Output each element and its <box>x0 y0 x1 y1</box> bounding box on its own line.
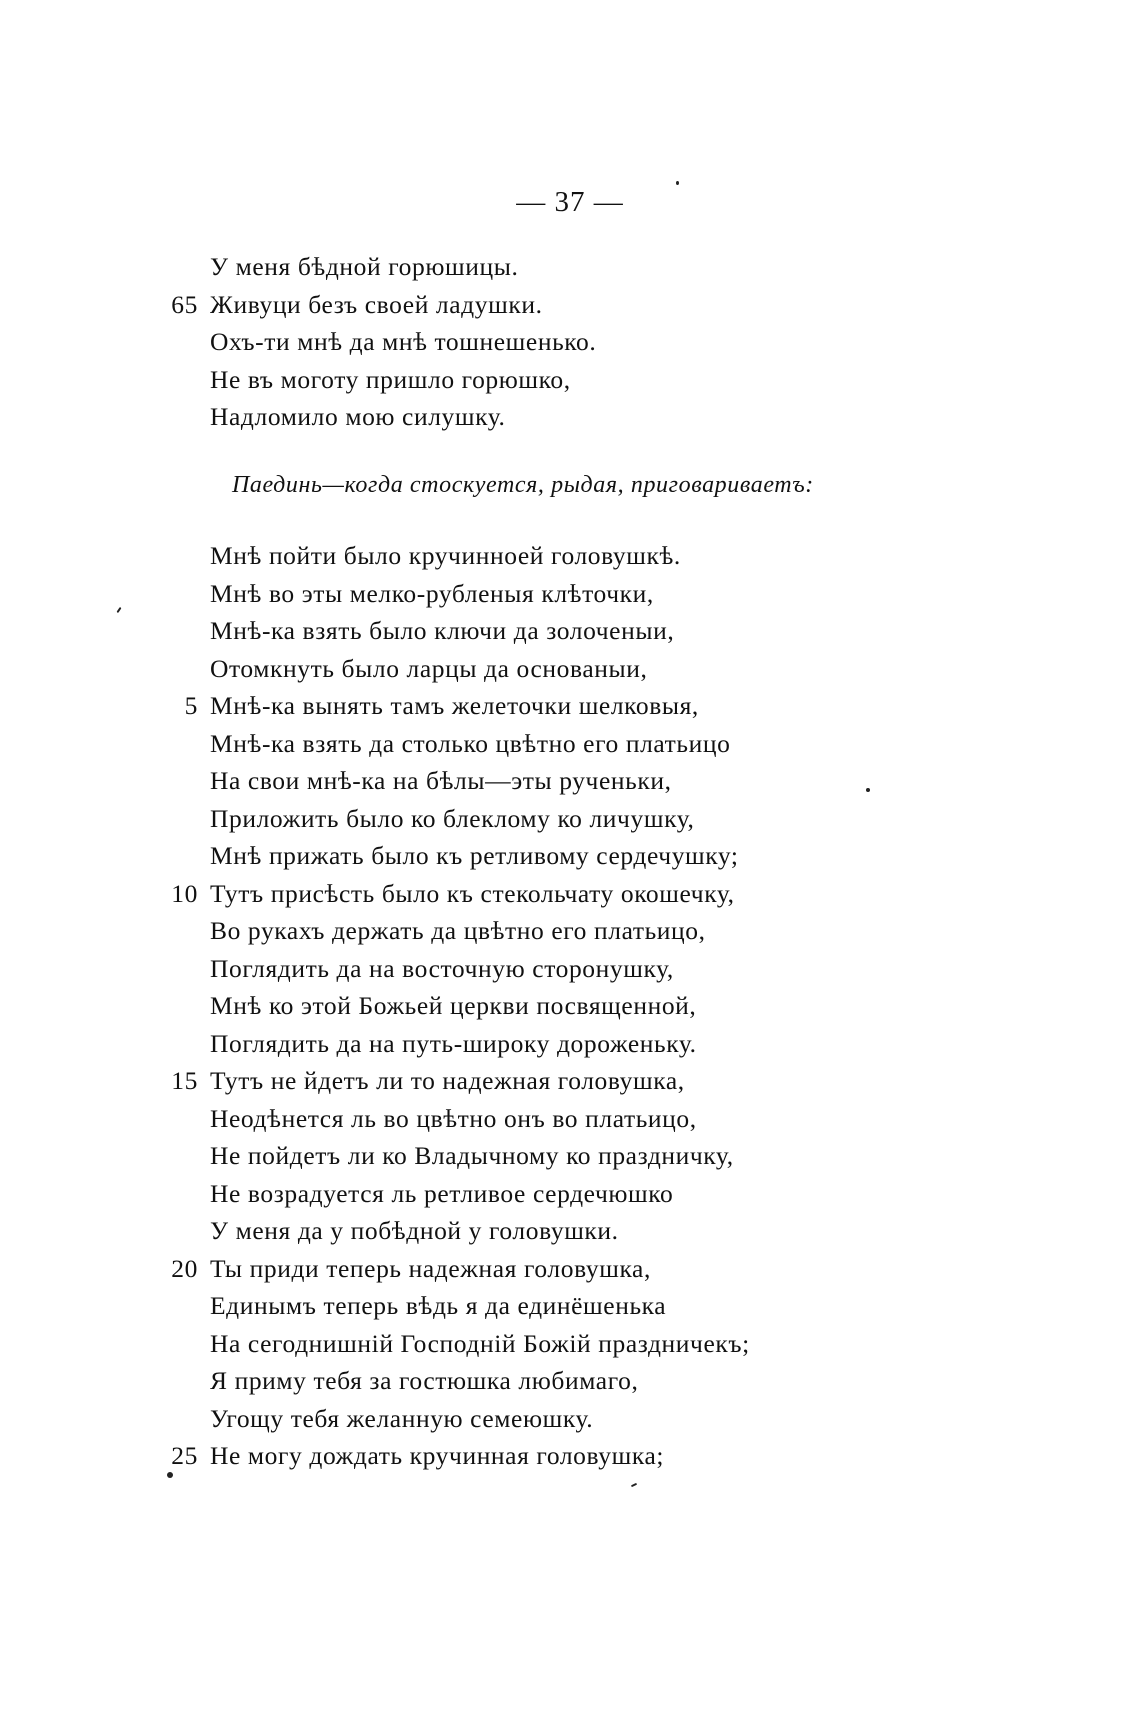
verse-line <box>150 762 930 800</box>
verse-text: Мнѣ во эты мелко-рубленыя клѣточки, <box>210 578 654 608</box>
verse-line <box>150 575 930 613</box>
verse-text: Мнѣ пойти было кручинноей головушкѣ. <box>210 541 681 570</box>
verse-text: Мнѣ-ка взять было ключи да золоченыи, <box>210 616 675 645</box>
verse-line <box>150 1025 930 1063</box>
verse-text: Мнѣ ко этой Божьей церкви посвященной, <box>210 991 697 1020</box>
verse-line <box>150 1175 930 1213</box>
verse-line <box>150 612 930 650</box>
verse-line <box>150 1137 930 1175</box>
verse-text: Не въ моготу пришло горюшко, <box>210 364 571 394</box>
scan-speck <box>631 1483 637 1487</box>
verse-text: Мнѣ-ка взять да столько цвѣтно его платьицо <box>210 728 731 758</box>
verse-line <box>150 1400 930 1438</box>
verse-line <box>150 398 930 436</box>
verse-line <box>150 950 930 988</box>
verse-text: Во рукахъ держать да цвѣтно его платьицо, <box>210 916 706 945</box>
verse-line <box>150 987 930 1025</box>
verse-line <box>150 1212 930 1250</box>
scan-speck <box>866 788 870 792</box>
verse-line <box>150 1100 930 1138</box>
verse-line <box>150 725 930 763</box>
verse-line <box>150 1062 930 1100</box>
verse-text: Тутъ присѣсть было къ стекольчату окошечку, <box>210 878 735 908</box>
verse-line <box>150 1437 930 1475</box>
verse-text: Надломило мою силушку. <box>210 402 506 431</box>
verse-text: Отомкнуть было ларцы да основаныи, <box>210 653 648 683</box>
verse-text: Ты приди теперь надежная головушка, <box>210 1253 651 1283</box>
verse-text: Я приму тебя за гостюшка любимаго, <box>210 1366 639 1395</box>
verse-text: Тутъ не йдетъ ли то надежная головушка, <box>210 1066 685 1095</box>
verse-line <box>150 800 930 838</box>
verse-text: На сегоднишній Господній Божій праздничекъ; <box>210 1328 750 1358</box>
verse-line <box>150 1250 930 1288</box>
verse-text: Мнѣ прижать было къ ретливому сердечушку; <box>210 841 739 870</box>
verse-line <box>150 687 930 725</box>
verse-line <box>150 875 930 913</box>
verse-text: Неодѣнется ль во цвѣтно онъ во платьицо, <box>210 1103 697 1133</box>
line-number: 15 <box>171 1066 198 1095</box>
verse-text: Не возрадуется ль ретливое сердечюшко <box>210 1178 674 1208</box>
verse-text: Не пойдетъ ли ко Владычному ко праздничку, <box>210 1141 734 1170</box>
verse-text: У меня да у побѣдной у головушки. <box>210 1216 619 1245</box>
scan-speck <box>116 607 121 613</box>
verse-line <box>150 650 930 688</box>
verse-line <box>150 912 930 950</box>
verse-line <box>150 361 930 399</box>
verse-line <box>150 1325 930 1363</box>
verse-line <box>150 537 930 575</box>
line-number: 65 <box>171 289 198 319</box>
verse-text: У меня бѣдной горюшицы. <box>210 252 519 281</box>
line-number: 10 <box>171 878 198 908</box>
verse-text: Приложить было ко блеклому ко личушку, <box>210 803 695 833</box>
section-heading: Паединь—когда стоскуется, рыдая, приговариваетъ: <box>232 472 814 498</box>
verse-line <box>150 248 930 286</box>
verse-text: Угощу тебя желанную семеюшку. <box>210 1403 594 1433</box>
verse-text: Поглядить да на восточную сторонушку, <box>210 953 674 983</box>
line-number: 5 <box>184 691 198 720</box>
scan-speck <box>167 1472 173 1478</box>
verse-text: Поглядить да на путь-широку дороженьку. <box>210 1028 697 1058</box>
verse-text: Охъ-ти мнѣ да мнѣ тошнешенько. <box>210 327 597 356</box>
verse-line <box>150 1287 930 1325</box>
verse-text: На свои мнѣ-ка на бѣлы—эты рученьки, <box>210 766 672 795</box>
verse-text: Не могу дождать кручинная головушка; <box>210 1441 665 1470</box>
verse-line <box>150 323 930 361</box>
verse-line <box>150 837 930 875</box>
verse-line <box>150 286 930 324</box>
scan-speck <box>676 181 679 185</box>
verse-text: Живуци безъ своей ладушки. <box>210 289 543 319</box>
verse-text: Мнѣ-ка вынять тамъ желеточки шелковыя, <box>210 691 699 720</box>
opening-stanza <box>150 248 930 436</box>
line-number: 20 <box>171 1253 198 1283</box>
page-number: — 37 — <box>516 186 624 218</box>
verse-line <box>150 1362 930 1400</box>
verse-text: Единымъ теперь вѣдь я да единёшенька <box>210 1291 667 1320</box>
lament-stanza <box>150 537 930 1475</box>
line-number: 25 <box>171 1441 198 1470</box>
